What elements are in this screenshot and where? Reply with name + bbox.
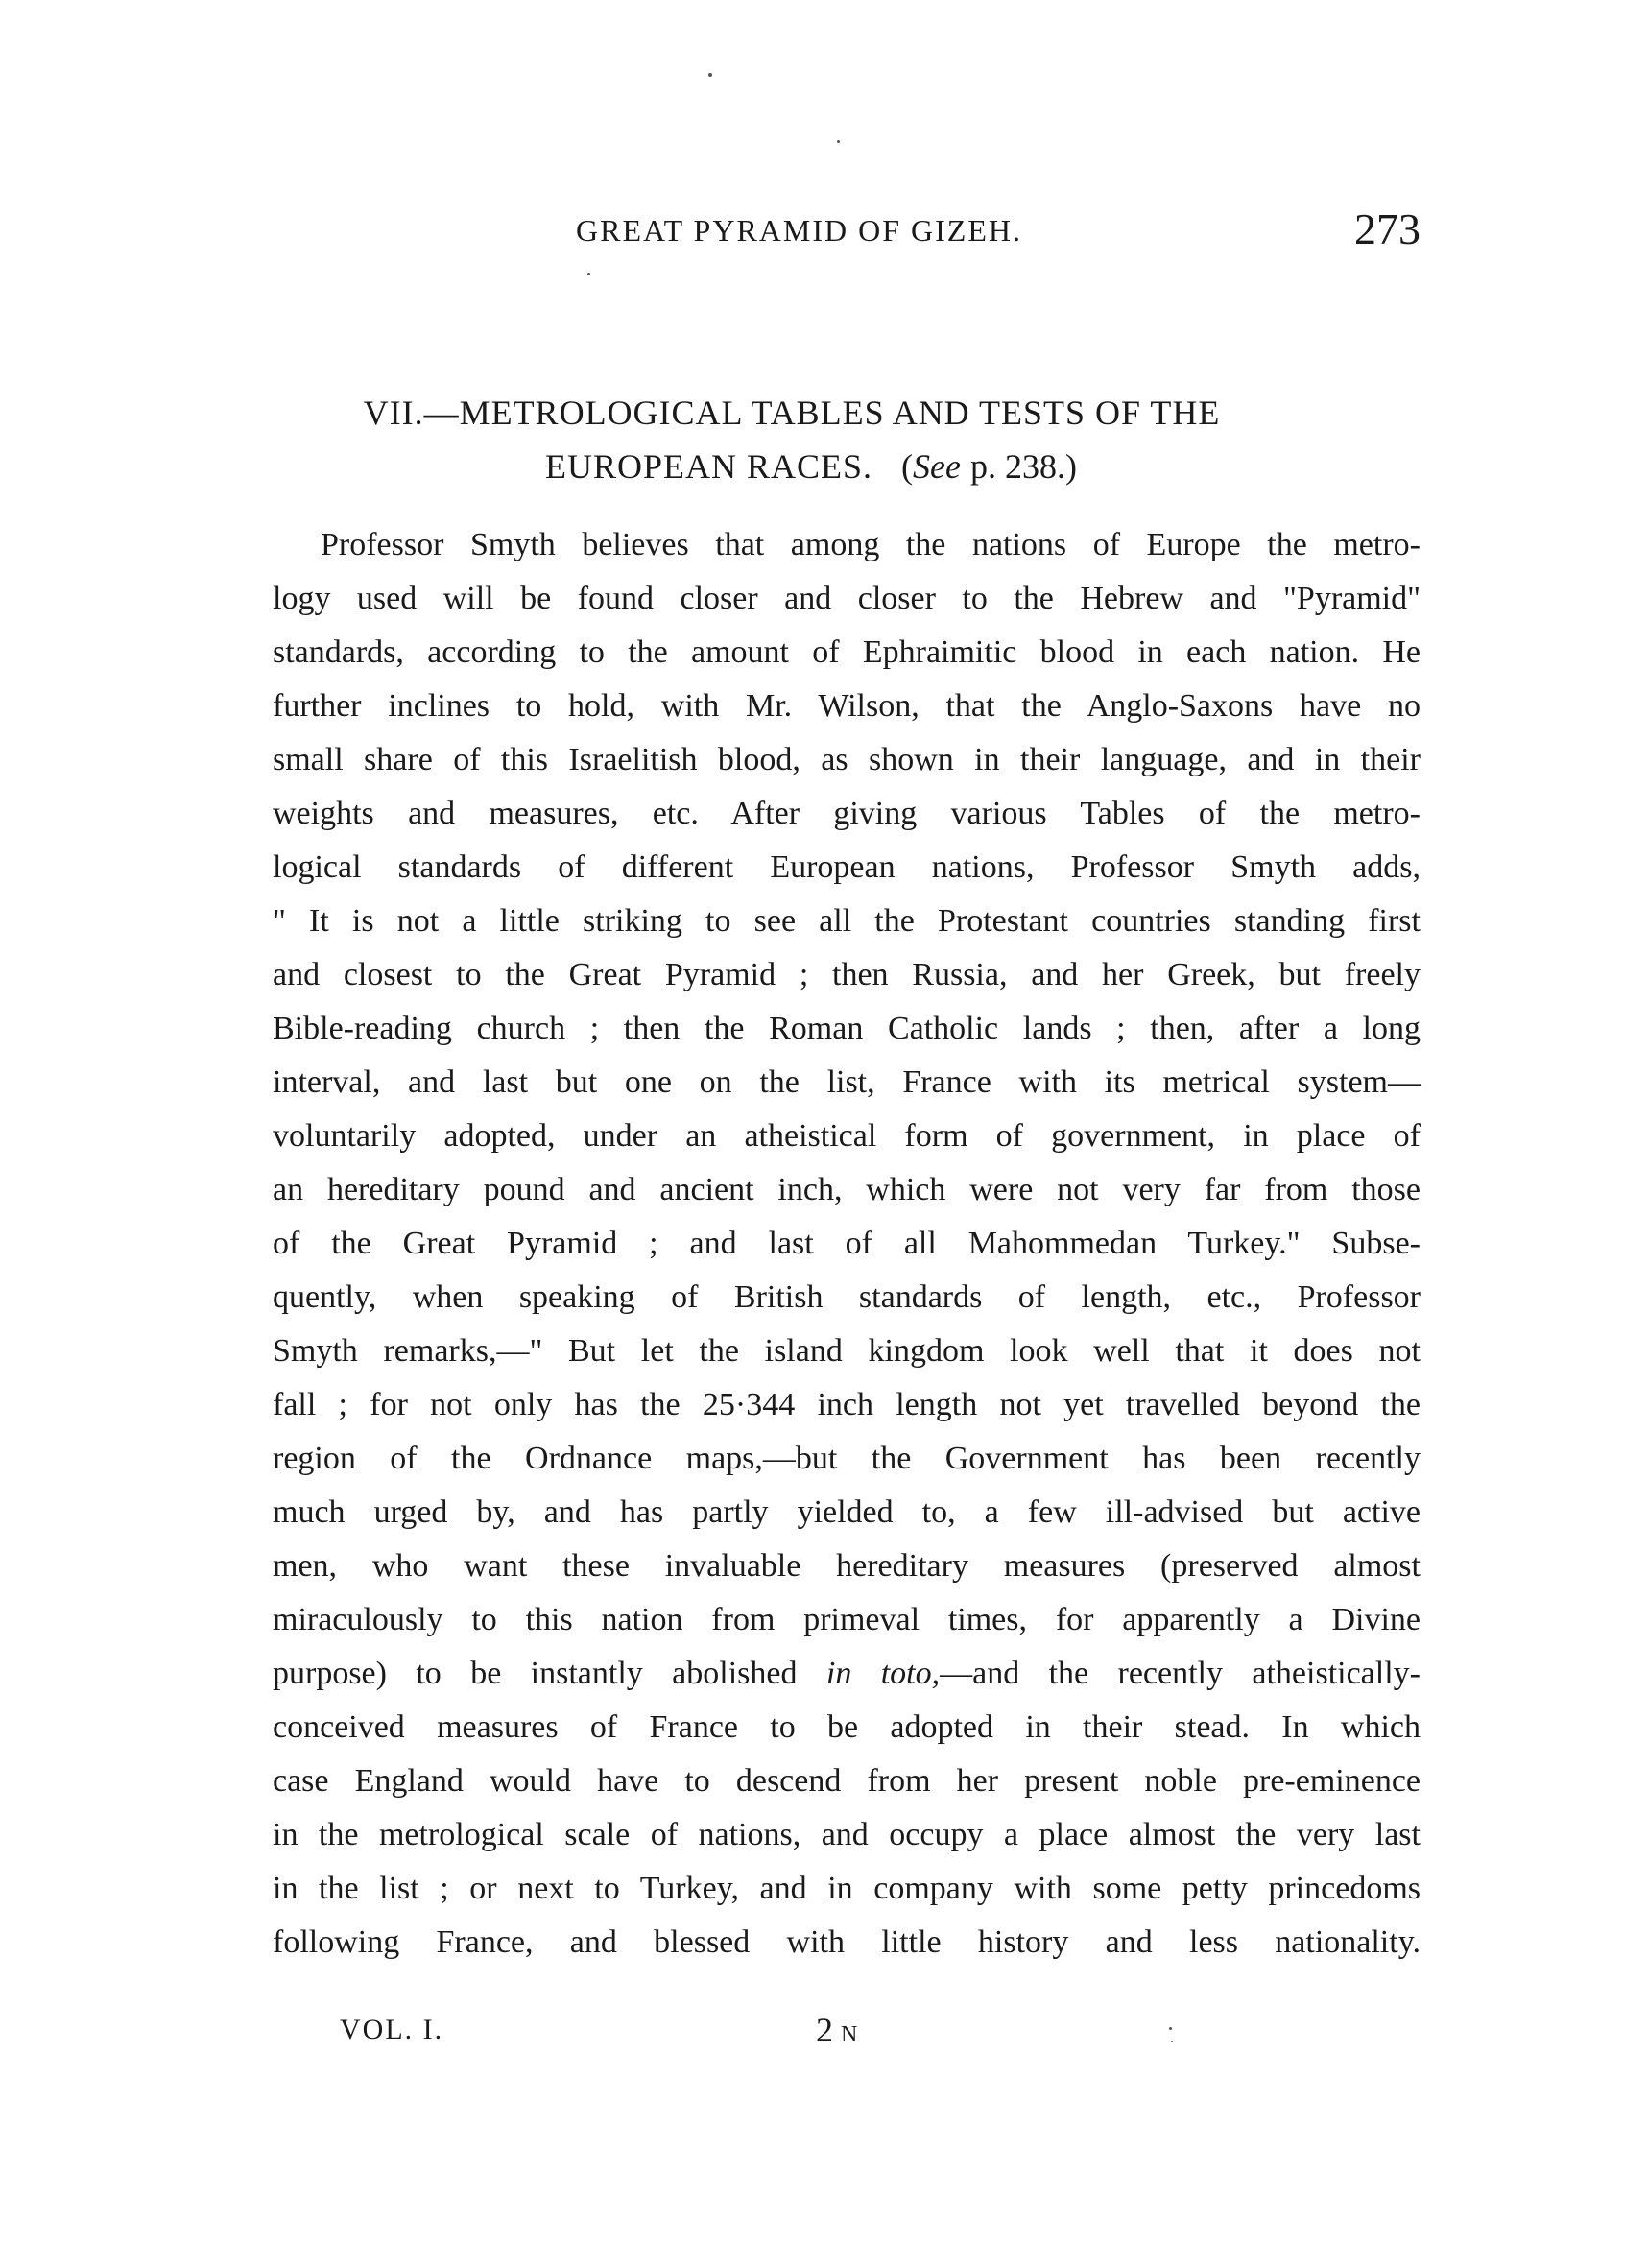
- page-footer: [340, 2011, 1204, 2062]
- print-speck: [587, 273, 590, 275]
- body-line: small share of this Israelitish blood, as shown in their language, and in their: [273, 742, 1421, 777]
- body-line-with-italic: [273, 1647, 1421, 1701]
- signature-letter: N: [841, 2022, 858, 2047]
- body-line: an hereditary pound and ancient inch, which were not very far from those: [273, 1172, 1421, 1207]
- body-line: weights and measures, etc. After giving various Tables of the metro-: [273, 796, 1421, 831]
- body-line: logy used will be found closer and closer to the Hebrew and "Pyramid": [273, 581, 1421, 616]
- volume-label: VOL. I.: [340, 2014, 444, 2045]
- section-heading: [221, 386, 1363, 493]
- body-line: voluntarily adopted, under an atheistical form of government, in place of: [273, 1118, 1421, 1154]
- body-line-start: purpose) to be instantly abolished: [273, 1656, 826, 1691]
- heading-see-italic: See: [913, 447, 961, 486]
- body-line: " It is not a little striking to see all the Protestant countries standing first: [273, 903, 1421, 939]
- body-line: in the list ; or next to Turkey, and in company with some petty princedoms: [273, 1871, 1421, 1906]
- heading-line-2-text: EUROPEAN RACES.: [544, 447, 873, 486]
- heading-line-1: VII.—METROLOGICAL TABLES AND TESTS OF THE: [363, 394, 1221, 432]
- signature-mark: [816, 2010, 857, 2050]
- italic-phrase: in toto,: [825, 1656, 941, 1691]
- body-line: men, who want these invaluable hereditary measures (preserved almost: [273, 1548, 1421, 1584]
- print-speck: [837, 140, 840, 143]
- body-line: in the metrological scale of nations, and occupy a place almost the very last: [273, 1817, 1421, 1852]
- body-line: fall ; for not only has the 25·344 inch length not yet travelled beyond the: [273, 1387, 1421, 1422]
- body-paragraph: [273, 518, 1421, 1970]
- running-title: GREAT PYRAMID OF GIZEH.: [576, 213, 1022, 248]
- body-line: Smyth remarks,—" But let the island kingdom look well that it does not: [273, 1333, 1421, 1369]
- body-line: quently, when speaking of British standards of length, etc., Professor: [273, 1279, 1421, 1315]
- body-line: case England would have to descend from her present noble pre-eminence: [273, 1763, 1421, 1799]
- body-line: of the Great Pyramid ; and last of all Mahommedan Turkey." Subse-: [273, 1226, 1421, 1261]
- page-number: 273: [1354, 204, 1421, 253]
- page-header: [576, 203, 1421, 261]
- body-line: standards, according to the amount of Ephraimitic blood in each nation. He: [273, 634, 1421, 670]
- body-line: much urged by, and has partly yielded to, a few ill-advised but active: [273, 1494, 1421, 1530]
- body-line: following France, and blessed with little history and less nationality.: [273, 1924, 1421, 1960]
- body-line: Professor Smyth believes that among the nations of Europe the metro-: [321, 527, 1421, 562]
- body-line-end: —and the recently atheistically-: [940, 1656, 1421, 1691]
- body-line: logical standards of different European nations, Professor Smyth adds,: [273, 849, 1421, 885]
- body-line: region of the Ordnance maps,—but the Government has been recently: [273, 1441, 1421, 1476]
- signature-number: 2: [816, 2011, 833, 2049]
- body-line: and closest to the Great Pyramid ; then Russia, and her Greek, but freely: [273, 957, 1421, 992]
- heading-page-reference: p. 238.): [970, 447, 1077, 486]
- body-line: further inclines to hold, with Mr. Wilson, that the Anglo-Saxons have no: [273, 688, 1421, 724]
- body-line: Bible-reading church ; then the Roman Catholic lands ; then, after a long: [273, 1011, 1421, 1046]
- heading-open-paren: (: [901, 447, 914, 486]
- body-line: miraculously to this nation from primeval times, for apparently a Divine: [273, 1602, 1421, 1637]
- body-line: conceived measures of France to be adopted in their stead. In which: [273, 1709, 1421, 1745]
- heading-line-2: [221, 440, 1363, 493]
- body-line: interval, and last but one on the list, France with its metrical system—: [273, 1064, 1421, 1100]
- print-speck: [708, 73, 712, 77]
